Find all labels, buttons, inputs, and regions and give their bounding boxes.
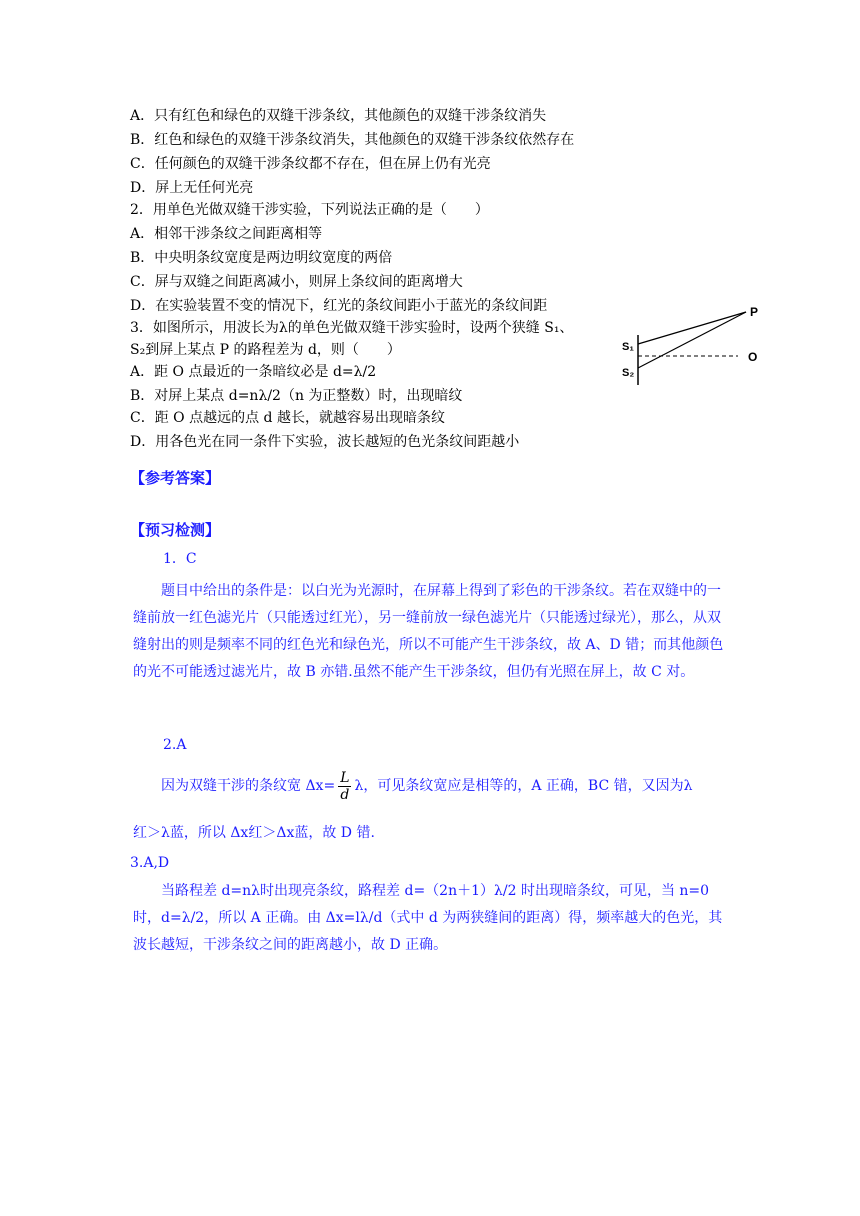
preview-test-title: 【预习检测】: [130, 521, 221, 539]
label-p: P: [750, 305, 759, 319]
fraction-numerator: L: [340, 769, 350, 786]
q2-option-b: B．中央明条纹宽度是两边明纹宽度的两倍: [130, 250, 393, 266]
q3-option-b: B．对屏上某点 d=nλ/2（n 为正整数）时，出现暗纹: [130, 388, 463, 404]
q2-option-d: D．在实验装置不变的情况下，红光的条纹间距小于蓝光的条纹间距: [130, 298, 548, 314]
label-o: O: [748, 350, 758, 364]
q1-option-a: A．只有红色和绿色的双缝干涉条纹，其他颜色的双缝干涉条纹消失: [130, 108, 547, 124]
q1-option-b: B．红色和绿色的双缝干涉条纹消失，其他颜色的双缝干涉条纹依然存在: [130, 132, 575, 148]
answers-title: 【参考答案】: [130, 469, 221, 487]
answer-2-post: λ，可见条纹宽应是相等的，A 正确，BC 错，又因为λ: [354, 778, 693, 794]
answer-1-label: 1．C: [163, 551, 197, 567]
ray-s2-to-p: [638, 312, 746, 368]
q2-option-c: C．屏与双缝之间距离减小，则屏上条纹间的距离增大: [130, 274, 463, 290]
q1-option-d: D．屏上无任何光亮: [130, 180, 254, 196]
fraction-l-over-d: [338, 770, 351, 803]
answer-3-label: 3.A,D: [130, 855, 170, 871]
q1-option-c: C．任何颜色的双缝干涉条纹都不存在，但在屏上仍有光亮: [130, 156, 491, 172]
q3-stem-line1: 3．如图所示，用波长为λ的单色光做双缝干涉实验时，设两个狭缝 S₁、: [130, 320, 574, 336]
q2-stem: 2．用单色光做双缝干涉实验，下列说法正确的是（ ）: [130, 202, 489, 218]
label-s1: S₁: [622, 341, 634, 353]
answer-3-explanation: 当路程差 d=nλ时出现亮条纹，路程差 d=（2n＋1）λ/2 时出现暗条纹，可见，当 n=0 时，d=λ/2，所以 A 正确。由 Δx=lλ/d（式中 d 为两狭缝间的距离）得，频率越大的色光，其波长越短，干涉条纹之间的距离越小，故 D 正确。: [133, 883, 723, 953]
answer-2-line1: [161, 766, 761, 806]
q3-stem-line2: S₂到屏上某点 P 的路程差为 d，则（ ）: [130, 342, 401, 358]
q2-option-a: A．相邻干涉条纹之间距离相等: [130, 226, 323, 242]
answer-1-explanation: 题目中给出的条件是：以白光为光源时，在屏幕上得到了彩色的干涉条纹。若在双缝中的一缝前放一红色滤光片（只能透过红光），另一缝前放一绿色滤光片（只能透过绿光），那么，从双缝射出的则是频率不同的红色光和绿色光，所以不可能产生干涉条纹，故 A、D 错；而其他颜色的光不可能透过滤光片，故 B 亦错.虽然不能产生干涉条纹，但仍有光照在屏上，故 C 对。: [133, 583, 724, 680]
answer-2-pre: 因为双缝干涉的条纹宽 Δx=: [161, 778, 336, 794]
answer-2-label: 2.A: [163, 737, 187, 753]
double-slit-diagram: [618, 300, 788, 390]
label-s2: S₂: [622, 367, 635, 379]
fraction-denominator: d: [340, 786, 350, 803]
q3-option-c: C．距 O 点越远的点 d 越长，就越容易出现暗条纹: [130, 410, 445, 426]
answer-2-line2: 红＞λ蓝，所以 Δx红＞Δx蓝，故 D 错.: [133, 825, 375, 841]
q3-option-d: D．用各色光在同一条件下实验，波长越短的色光条纹间距越小: [130, 434, 520, 450]
ray-s1-to-p: [638, 312, 746, 344]
q3-option-a: A．距 O 点最近的一条暗纹必是 d=λ/2: [130, 364, 377, 380]
